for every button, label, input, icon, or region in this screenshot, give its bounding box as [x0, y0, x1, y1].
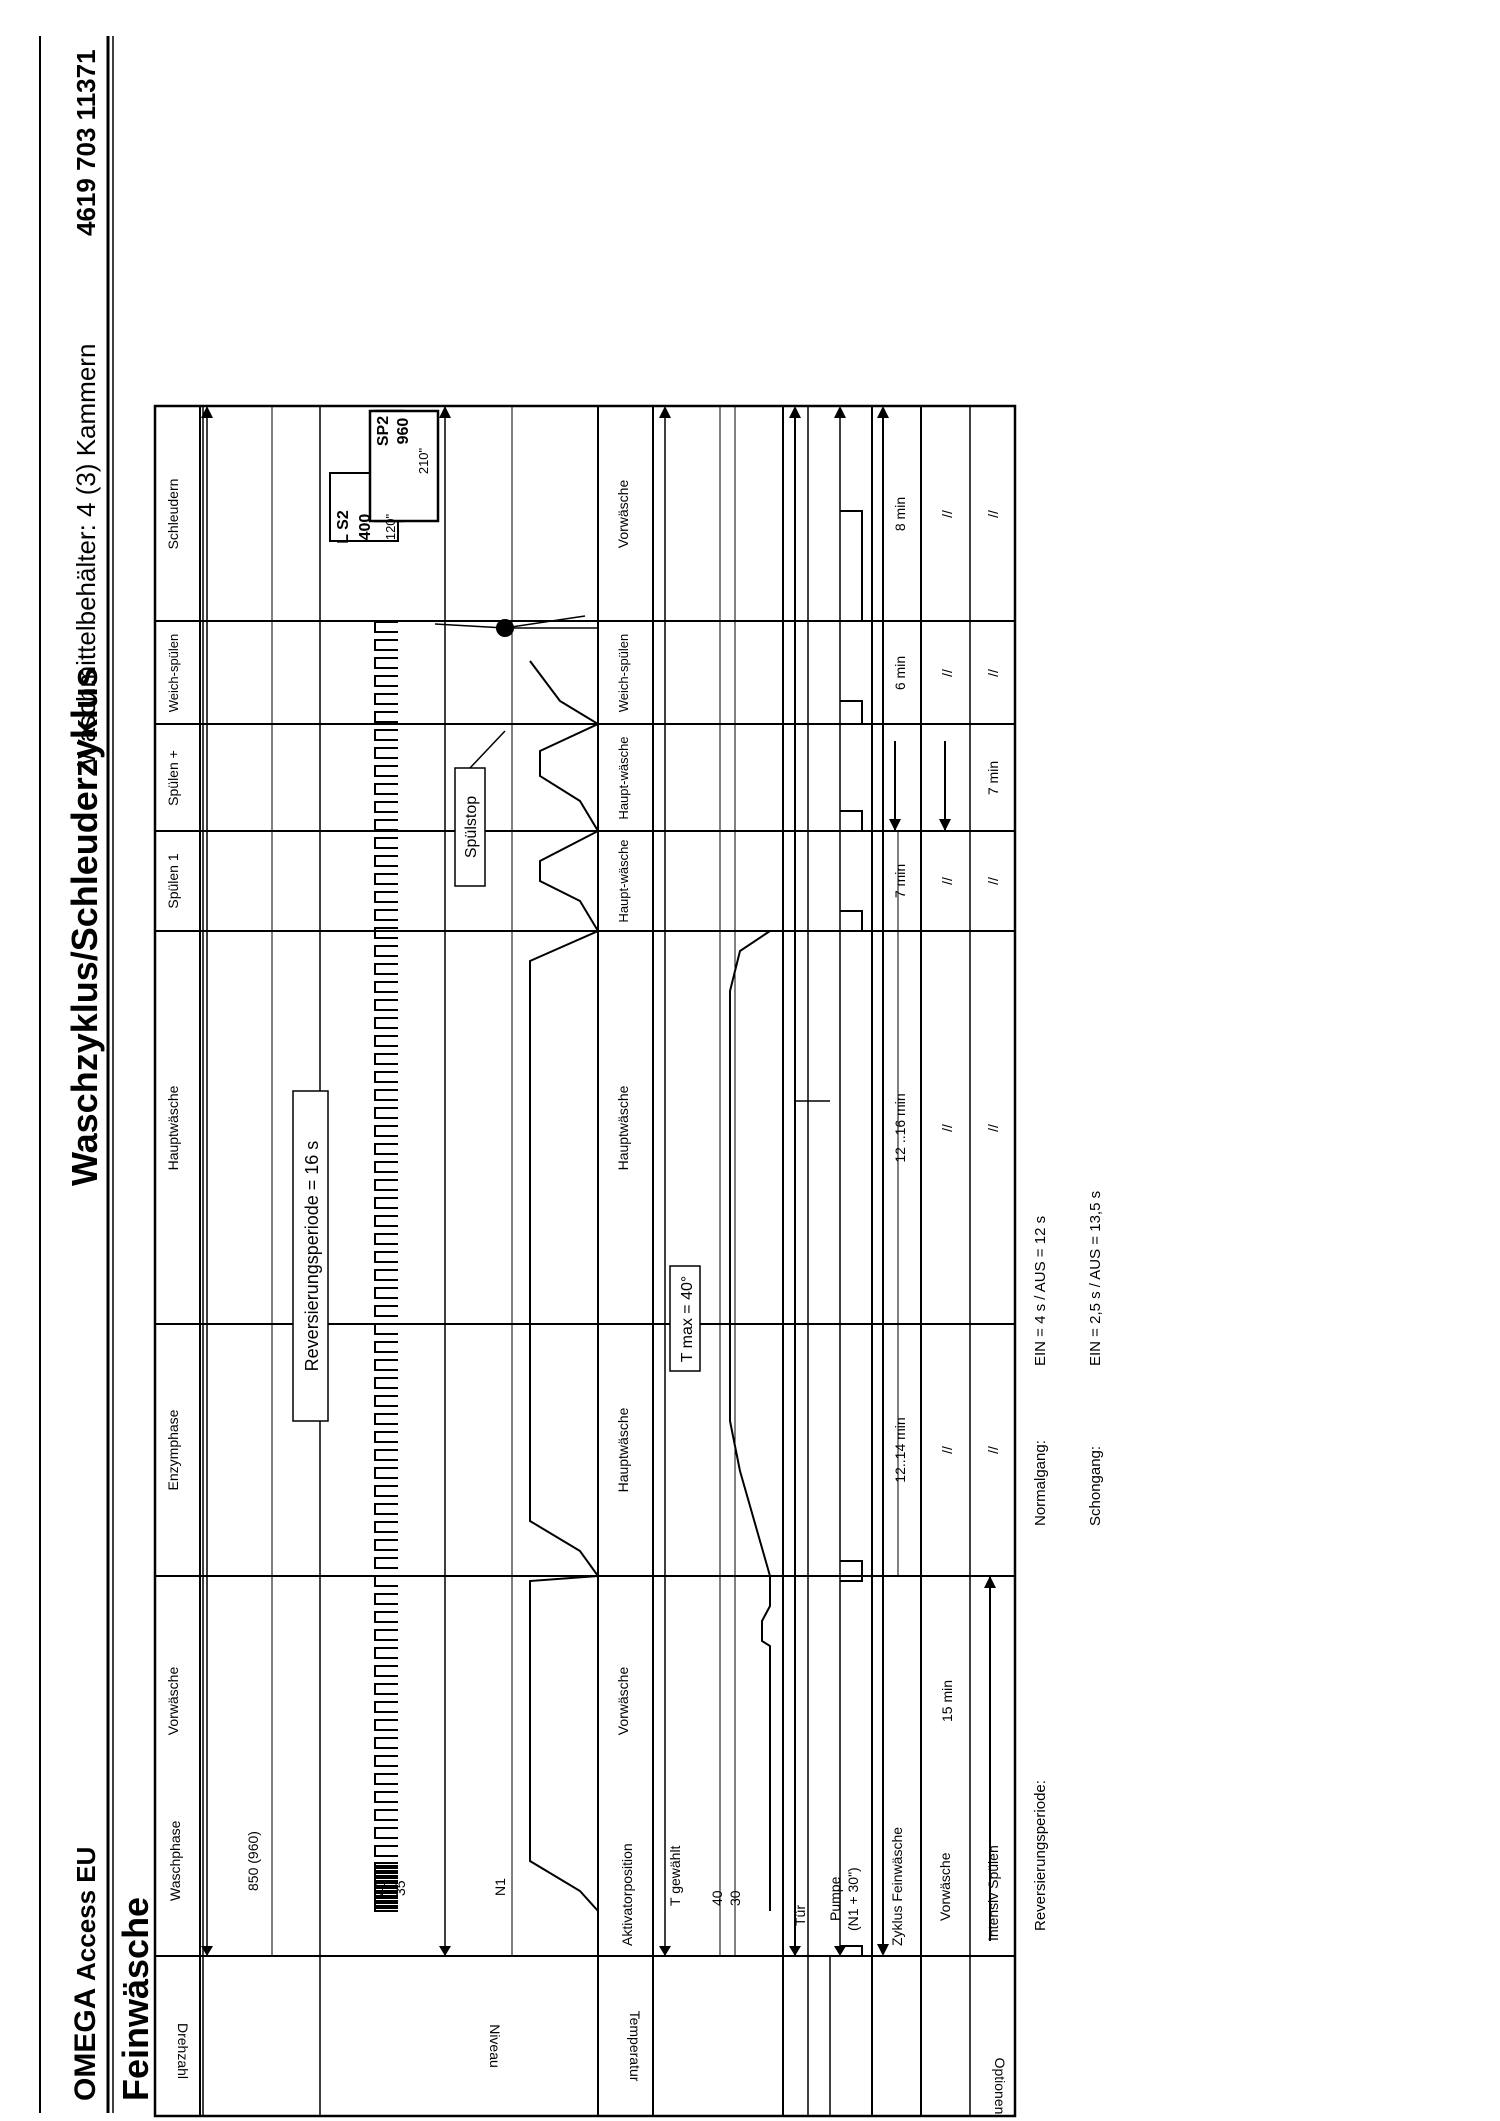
- container-info: Waschmittelbehälter: 4 (3) Kammern: [71, 343, 101, 766]
- program-name: Feinwäsche: [115, 1896, 156, 2101]
- aktivator-3: Hauptwäsche: [615, 1085, 631, 1171]
- label-intensiv: Intensiv Spülen: [985, 1845, 1001, 1941]
- tmax-label: T max = 40°: [679, 1275, 696, 1363]
- sp2-rpm: 960: [395, 417, 412, 445]
- vorw-time-3: //: [939, 1124, 955, 1132]
- phase-hauptwaesche: Hauptwäsche: [165, 1085, 181, 1171]
- aktivator-cells: [615, 480, 631, 1736]
- label-drehzahl-40: 40: [372, 1880, 388, 1896]
- reversierung-label: Reversierungsperiode = 16 s: [302, 1140, 322, 1372]
- phase-schleudern: Schleudern: [165, 478, 181, 550]
- title: Waschzyklus/Schleuderzyklus: [64, 667, 105, 1186]
- int-time-4: //: [985, 877, 1001, 885]
- label-vorwaesche-opt: Vorwäsche: [937, 1852, 953, 1921]
- phase-spuelen-plus: Spülen +: [165, 750, 181, 806]
- ls2-name: L S2: [335, 510, 352, 544]
- group-labels: [175, 2011, 1008, 2115]
- aktivator-7: Vorwäsche: [615, 479, 631, 549]
- label-aktivator: Aktivatorposition: [619, 1843, 635, 1946]
- label-temp-30: 30: [727, 1890, 743, 1906]
- footer-normal-label: Normalgang:: [1032, 1440, 1049, 1526]
- vorw-time-7: //: [939, 510, 955, 518]
- aktivator-2: Hauptwäsche: [615, 1407, 631, 1493]
- phase-enzymphase: Enzymphase: [165, 1409, 181, 1491]
- table-frame: [155, 406, 1015, 2116]
- phase-headers: [165, 479, 181, 1736]
- phase-spuelen1: Spülen 1: [165, 853, 181, 909]
- footer-label: Reversierungsperiode:: [1032, 1780, 1049, 1931]
- vorw-time-1: 15 min: [939, 1679, 955, 1723]
- intensiv-times: [985, 510, 1001, 1454]
- pump-signal: [795, 411, 862, 1956]
- row-labels: [167, 1820, 1001, 1946]
- vorw-time-4: //: [939, 877, 955, 885]
- zyklus-time-6: 6 min: [892, 655, 908, 691]
- label-niveau-n1: N1: [492, 1878, 508, 1896]
- int-time-2: //: [985, 1446, 1001, 1454]
- vorw-time-2: //: [939, 1446, 955, 1454]
- aktivator-5: Haupt-wäsche: [616, 736, 631, 820]
- ls2-time: 120": [383, 513, 398, 541]
- group-optionen: Optionen: [992, 2057, 1008, 2115]
- aktivator-1: Vorwäsche: [615, 1666, 631, 1736]
- footer-schon-label: Schongang:: [1087, 1445, 1104, 1526]
- vorw-time-6: //: [939, 669, 955, 677]
- sp2-time: 210": [416, 447, 431, 475]
- doc-number: 4619 703 11371: [71, 49, 101, 236]
- aktivator-6: Weich-spülen: [616, 633, 631, 713]
- group-niveau: Niveau: [487, 2024, 503, 2068]
- int-time-7: //: [985, 510, 1001, 518]
- group-temperatur: Temperatur: [627, 2010, 643, 2082]
- label-waschphase: Waschphase: [167, 1820, 183, 1901]
- reversing-pulses: [375, 622, 398, 1911]
- label-zyklus: Zyklus Feinwäsche: [889, 1826, 905, 1946]
- label-drehzahl-top: 850 (960): [245, 1831, 261, 1891]
- zyklus-time-7: 8 min: [892, 496, 908, 532]
- aktivator-4: Haupt-wäsche: [616, 839, 631, 923]
- group-drehzahl: Drehzahl: [175, 2022, 191, 2080]
- zyklus-times: [892, 497, 908, 1483]
- label-pumpe-sub: (N1 + 30"): [845, 1867, 861, 1931]
- zyklus-time-3: 12 ..16 min: [892, 1093, 908, 1163]
- zyklus-time-4: 7 min: [892, 863, 908, 899]
- label-tuer: Tür: [792, 1905, 808, 1926]
- int-time-6: //: [985, 669, 1001, 677]
- label-t-gewaehlt: T gewählt: [667, 1845, 683, 1906]
- label-temp-40: 40: [709, 1890, 725, 1906]
- zyklus-time-2: 12..14 min: [892, 1417, 908, 1483]
- ls2-rpm: 400: [357, 513, 374, 541]
- phase-weichspuelen: Weich-spülen: [166, 633, 181, 713]
- footer-schon-value: EIN = 2,5 s / AUS = 13,5 s: [1087, 1190, 1104, 1366]
- model: Access EU: [71, 1846, 101, 1981]
- int-time-5: 7 min: [985, 760, 1001, 796]
- spin-blocks: [330, 411, 438, 544]
- vorwaesche-times: [939, 510, 955, 1722]
- brand: OMEGA: [69, 1987, 102, 2101]
- label-drehzahl-35: 35: [392, 1880, 408, 1896]
- sp2-name: SP2: [375, 415, 392, 447]
- level-curve: [445, 406, 598, 1956]
- phase-vorwaesche: Vorwäsche: [165, 1666, 181, 1736]
- temperature-curve: [665, 406, 770, 1956]
- int-time-3: //: [985, 1124, 1001, 1132]
- footer-normal-value: EIN = 4 s / AUS = 12 s: [1032, 1215, 1049, 1366]
- label-pumpe: Pumpe: [827, 1876, 843, 1921]
- footer-notes: [1032, 1191, 1104, 1931]
- spuelstop-label: Spülstop: [463, 795, 480, 859]
